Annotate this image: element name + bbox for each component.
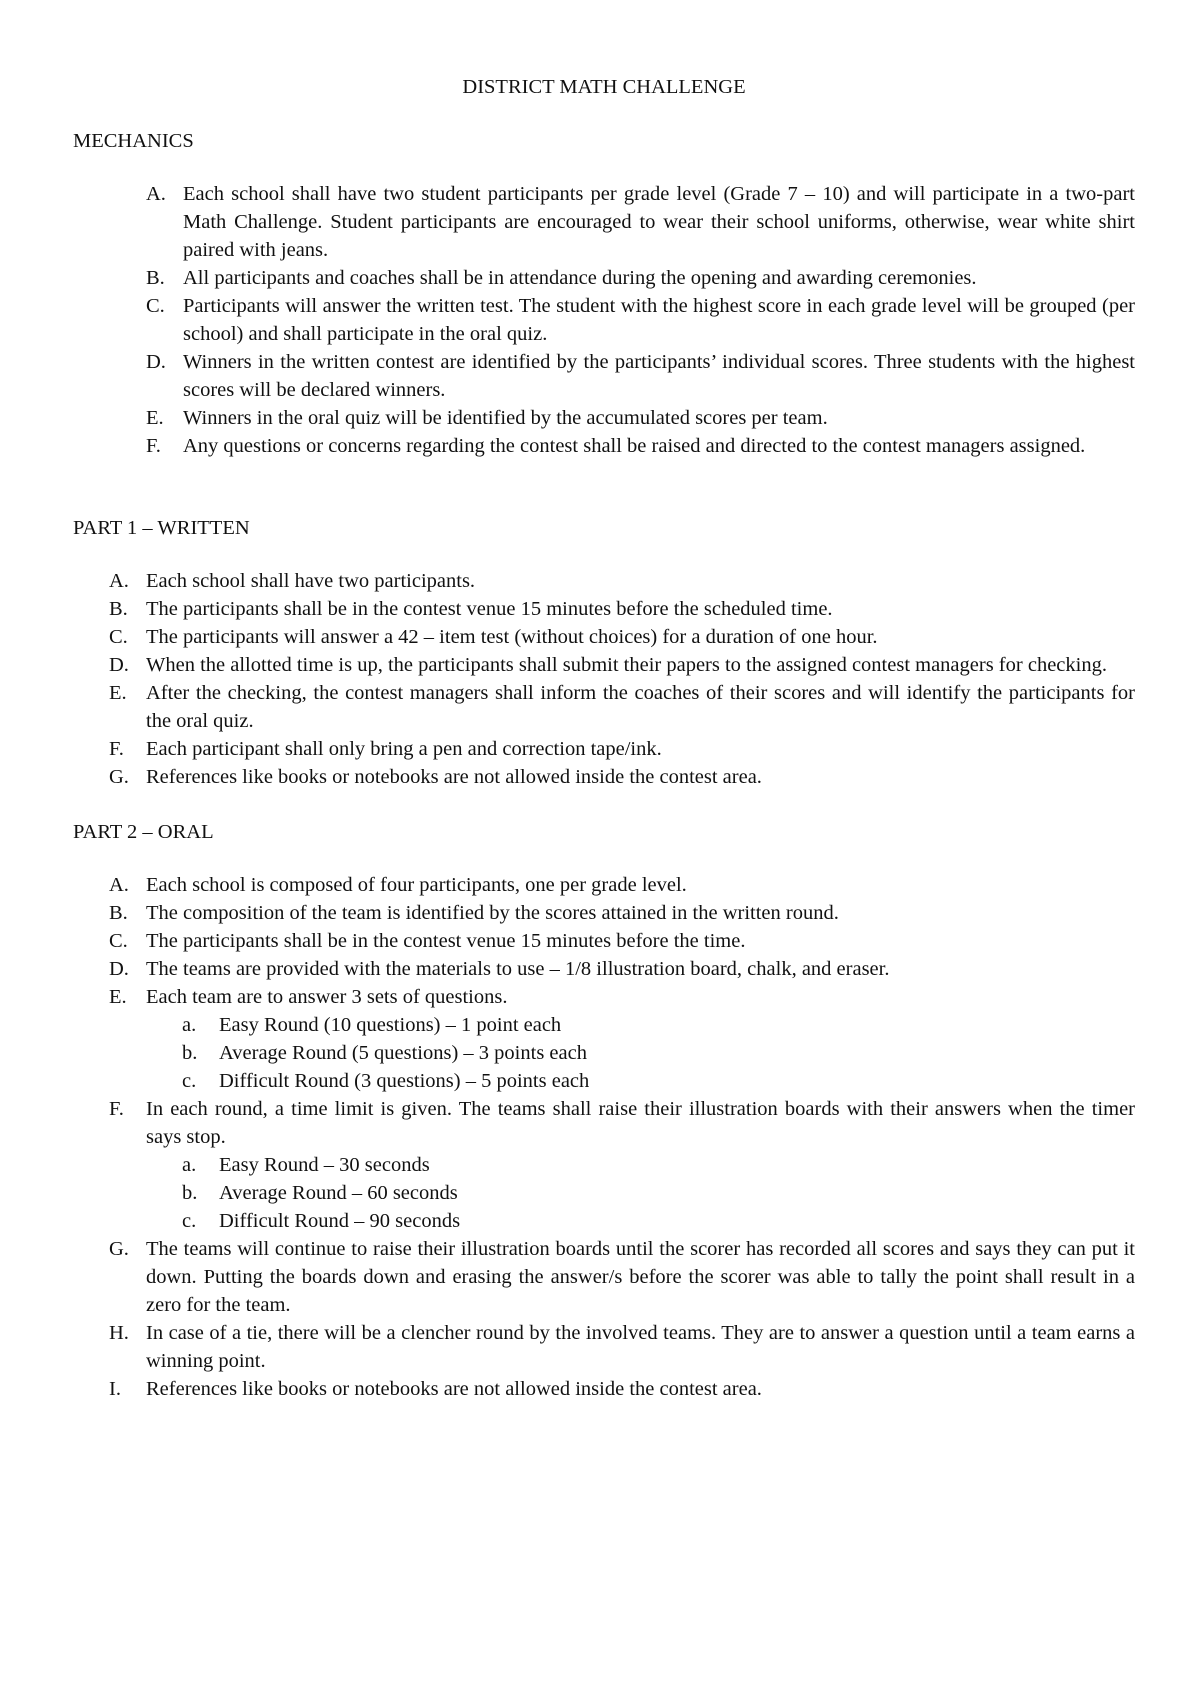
document-page xyxy=(73,73,1135,1403)
list-item xyxy=(73,651,1135,679)
list-item xyxy=(73,348,1135,404)
sub-list-marker: a. xyxy=(182,1014,197,1036)
list-marker: G. xyxy=(109,1238,129,1260)
list-marker: D. xyxy=(146,351,166,373)
list-item xyxy=(73,763,1135,791)
sub-list-item xyxy=(146,1039,1135,1067)
list-item-text: The participants will answer a 42 – item test (without choices) for a duration of one hour. xyxy=(146,626,878,648)
part2-section xyxy=(73,818,1135,1403)
list-marker: A. xyxy=(109,874,129,896)
list-item-text: The teams will continue to raise their illustration boards until the scorer has recorded all scores and says they can put it down. Putting the boards down and erasing the answer/s before the scorer was able to tally the point shall result in a zero for the team. xyxy=(146,1238,1135,1316)
list-item-text: The participants shall be in the contest venue 15 minutes before the scheduled time. xyxy=(146,598,833,620)
sub-list-item-text: Easy Round (10 questions) – 1 point each xyxy=(219,1014,562,1036)
list-marker: C. xyxy=(109,930,128,952)
list-marker: F. xyxy=(109,738,124,760)
mechanics-list xyxy=(73,180,1135,460)
sub-list-item-text: Difficult Round – 90 seconds xyxy=(219,1210,461,1232)
list-item-text: Participants will answer the written test. The student with the highest score in each grade level will be grouped (per school) and shall participate in the oral quiz. xyxy=(183,295,1135,345)
sub-list xyxy=(146,1011,1135,1095)
list-item-text: After the checking, the contest managers shall inform the coaches of their scores and will identify the participants for the oral quiz. xyxy=(146,682,1135,732)
list-item xyxy=(73,567,1135,595)
sub-list-marker: b. xyxy=(182,1182,198,1204)
list-item-text: Any questions or concerns regarding the contest shall be raised and directed to the contest managers assigned. xyxy=(183,435,1086,457)
list-marker: E. xyxy=(109,986,127,1008)
list-item-text: The participants shall be in the contest venue 15 minutes before the time. xyxy=(146,930,746,952)
mechanics-section xyxy=(73,127,1135,460)
sub-list-item xyxy=(146,1011,1135,1039)
mechanics-heading: MECHANICS xyxy=(73,130,194,152)
list-item xyxy=(73,292,1135,348)
list-item xyxy=(73,955,1135,983)
list-item xyxy=(73,404,1135,432)
list-marker: E. xyxy=(146,407,164,429)
list-marker: H. xyxy=(109,1322,129,1344)
list-item-text: In case of a tie, there will be a clencher round by the involved teams. They are to answer a question until a team earns a winning point. xyxy=(146,1322,1135,1372)
list-marker: A. xyxy=(146,183,166,205)
list-marker: D. xyxy=(109,654,129,676)
list-marker: C. xyxy=(109,626,128,648)
list-item-text: Each team are to answer 3 sets of questions. xyxy=(146,986,508,1008)
list-item-text: Winners in the oral quiz will be identified by the accumulated scores per team. xyxy=(183,407,828,429)
list-item xyxy=(73,1319,1135,1375)
list-item-text: The teams are provided with the materials to use – 1/8 illustration board, chalk, and eraser. xyxy=(146,958,890,980)
spacer xyxy=(73,460,1135,514)
list-marker: D. xyxy=(109,958,129,980)
list-marker: G. xyxy=(109,766,129,788)
part2-list xyxy=(73,871,1135,1403)
list-item-text: References like books or notebooks are not allowed inside the contest area. xyxy=(146,766,762,788)
list-marker: C. xyxy=(146,295,165,317)
sub-list-item-text: Average Round (5 questions) – 3 points each xyxy=(219,1042,587,1064)
document-title: DISTRICT MATH CHALLENGE xyxy=(462,76,746,98)
sub-list-item xyxy=(146,1179,1135,1207)
sub-list-marker: a. xyxy=(182,1154,197,1176)
part1-heading: PART 1 – WRITTEN xyxy=(73,517,250,539)
list-item-text: Each school shall have two participants. xyxy=(146,570,476,592)
sub-list-item xyxy=(146,1207,1135,1235)
spacer xyxy=(73,791,1135,818)
part2-heading: PART 2 – ORAL xyxy=(73,821,214,843)
list-item xyxy=(73,679,1135,735)
sub-list-item xyxy=(146,1067,1135,1095)
part1-list xyxy=(73,567,1135,791)
list-item-text: Winners in the written contest are identified by the participants’ individual scores. Three students with the highest scores will be declared winners. xyxy=(183,351,1135,401)
list-item xyxy=(73,871,1135,899)
list-item-text: All participants and coaches shall be in attendance during the opening and awarding ceremonies. xyxy=(183,267,977,289)
list-item-text: Each school is composed of four participants, one per grade level. xyxy=(146,874,687,896)
sub-list-marker: b. xyxy=(182,1042,198,1064)
list-item-text: Each participant shall only bring a pen and correction tape/ink. xyxy=(146,738,662,760)
list-item xyxy=(73,432,1135,460)
list-item-text: References like books or notebooks are not allowed inside the contest area. xyxy=(146,1378,762,1400)
sub-list-item-text: Easy Round – 30 seconds xyxy=(219,1154,430,1176)
list-item xyxy=(73,899,1135,927)
part1-section xyxy=(73,514,1135,791)
sub-list-item xyxy=(146,1151,1135,1179)
sub-list-marker: c. xyxy=(182,1210,197,1232)
list-marker: F. xyxy=(146,435,161,457)
list-item-text: When the allotted time is up, the participants shall submit their papers to the assigned contest managers for checking. xyxy=(146,654,1107,676)
list-item xyxy=(73,735,1135,763)
list-marker: B. xyxy=(109,902,128,924)
list-marker: I. xyxy=(109,1378,121,1400)
list-item xyxy=(73,1375,1135,1403)
sub-list-item-text: Average Round – 60 seconds xyxy=(219,1182,458,1204)
sub-list-marker: c. xyxy=(182,1070,197,1092)
list-marker: F. xyxy=(109,1098,124,1120)
list-item xyxy=(73,264,1135,292)
list-item xyxy=(73,180,1135,264)
list-item xyxy=(73,595,1135,623)
list-item xyxy=(73,983,1135,1095)
sub-list xyxy=(146,1151,1135,1235)
list-marker: A. xyxy=(109,570,129,592)
list-marker: B. xyxy=(109,598,128,620)
list-item xyxy=(73,927,1135,955)
list-marker: E. xyxy=(109,682,127,704)
list-marker: B. xyxy=(146,267,165,289)
list-item-text: The composition of the team is identified by the scores attained in the written round. xyxy=(146,902,839,924)
list-item-text: In each round, a time limit is given. The teams shall raise their illustration boards with their answers when the timer says stop. xyxy=(146,1098,1135,1148)
list-item xyxy=(73,1235,1135,1319)
list-item xyxy=(73,1095,1135,1235)
sub-list-item-text: Difficult Round (3 questions) – 5 points each xyxy=(219,1070,590,1092)
list-item xyxy=(73,623,1135,651)
list-item-text: Each school shall have two student participants per grade level (Grade 7 – 10) and will participate in a two-part Math Challenge. Student participants are encouraged to wear their school uniforms, otherwise, wear white shirt paired with jeans. xyxy=(183,183,1135,261)
